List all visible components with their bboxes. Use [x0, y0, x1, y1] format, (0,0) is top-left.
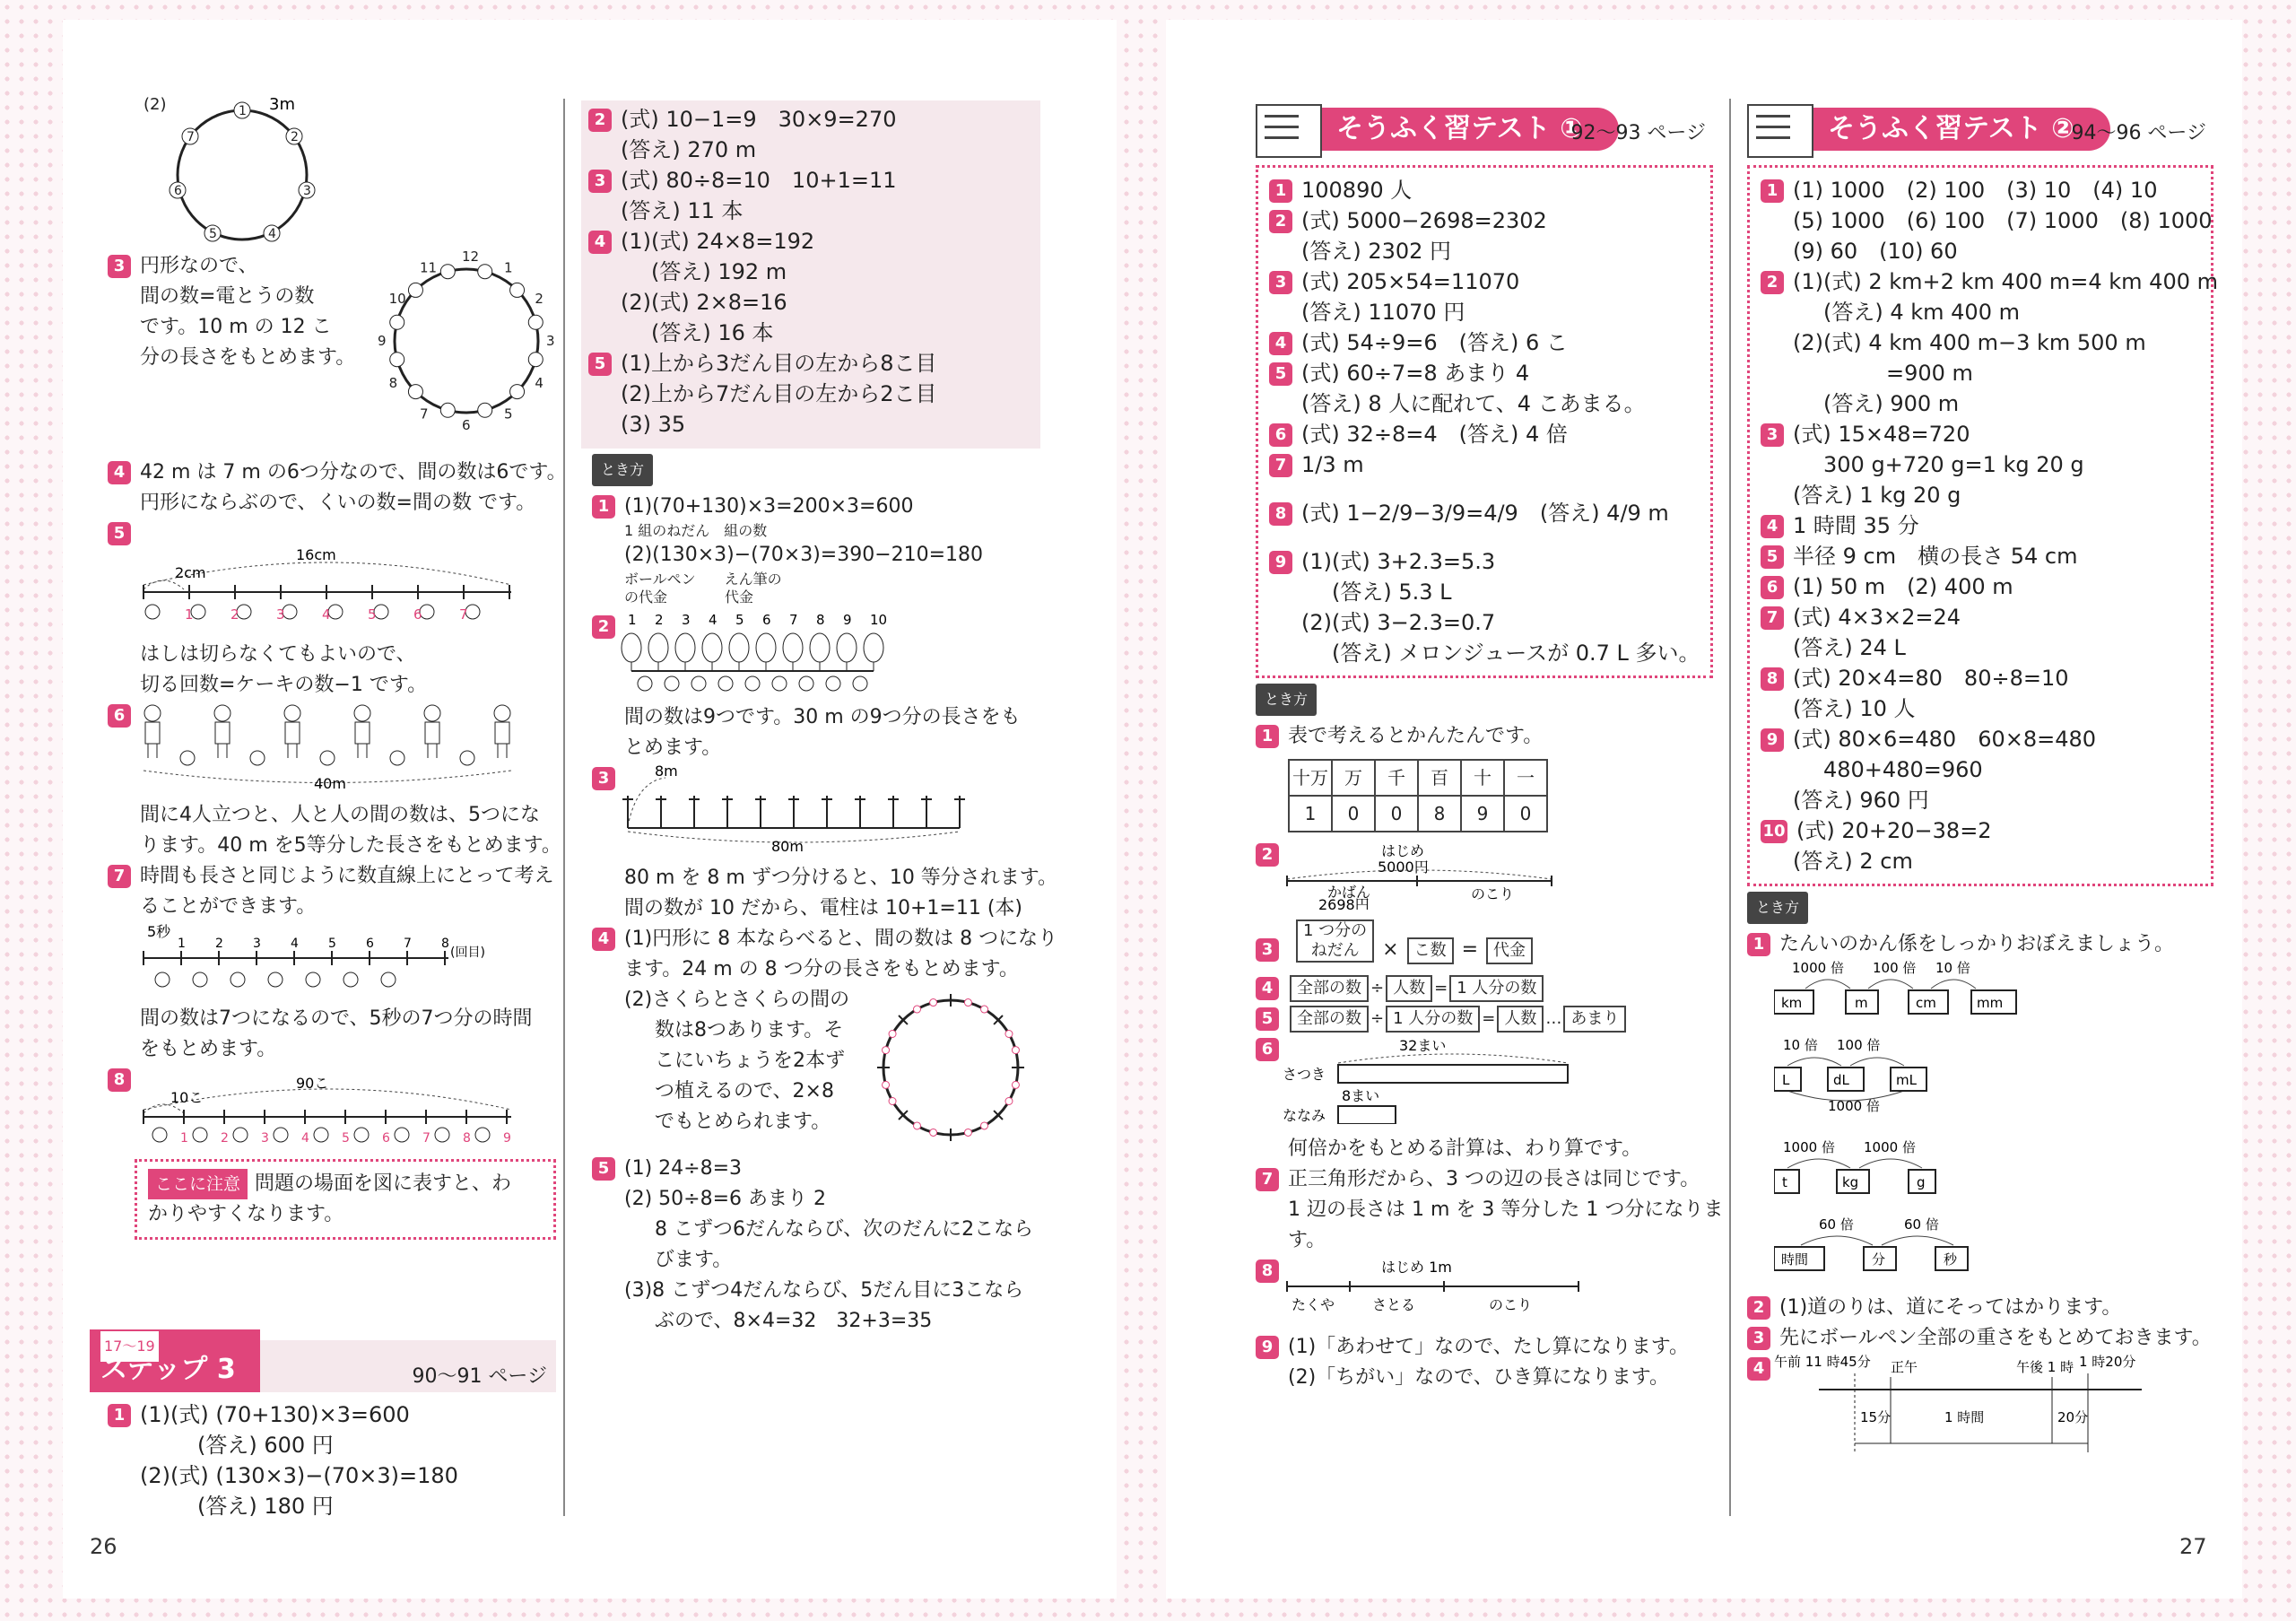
svg-text:8まい: 8まい [1342, 1087, 1380, 1104]
gap-marker [344, 972, 358, 987]
svg-text:60 倍: 60 倍 [1819, 1216, 1854, 1233]
q3-number: 3 [108, 255, 131, 278]
test1-header [1256, 100, 1713, 156]
q7-line: 間の数は7つになるので、5秒の7つ分の時間 [140, 1007, 533, 1030]
gap-marker [510, 385, 525, 399]
svg-text:kg: kg [1842, 1174, 1859, 1190]
tick-label: 1 [178, 937, 186, 951]
checklist-icon [1256, 104, 1322, 158]
caution-box [135, 1159, 556, 1240]
tree-number: 8 [816, 612, 825, 628]
gap-marker [354, 1128, 369, 1142]
ichou-mark [889, 1098, 896, 1105]
hint-line: (1)円形に 8 本ならべると、間の数は 8 つになり [624, 928, 1058, 950]
q3-line: 円形なので、 [140, 255, 258, 277]
place-value-table: 十万 万 千 百 十 一 1 0 0 8 9 0 [1288, 759, 1548, 832]
cut-number: 4 [322, 606, 331, 623]
svg-text:たくや: たくや [1292, 1296, 1335, 1313]
answer-line: (式) 10−1=9 30×9=270 [621, 107, 897, 132]
tick-label: 8 [441, 937, 449, 951]
gap-marker [180, 751, 195, 765]
gap-marker [193, 1128, 207, 1142]
svg-text:2698円: 2698円 [1318, 896, 1370, 910]
svg-text:10 倍: 10 倍 [1935, 960, 1970, 976]
q2-dist: 3m [269, 95, 295, 114]
cut-number: 1 [185, 606, 194, 623]
ichou-mark [981, 1006, 988, 1013]
svg-text:10 倍: 10 倍 [1783, 1037, 1818, 1053]
gap-marker [440, 265, 455, 279]
q7-number-line [135, 922, 529, 994]
test2-pages: 94〜96 ページ [2071, 122, 2206, 144]
svg-text:100 倍: 100 倍 [1873, 960, 1917, 976]
post-number: 3 [546, 333, 555, 349]
gap-marker [230, 972, 245, 987]
left-column-2: 2 (式) 10−1=9 30×9=270 (答え) 270 m 3 (式) 80÷8=10 10+1=11 (答え) 11 本 4 (1)(式) 24×8=192 (答え) 192 m (2)(式) 2×8=16 (答え) 16 本 5 (1)上から3だん目の左から8こ目 (2)上から7だん目の左から2こ目 (3) 35 とき方 1 (1)(70+130)×3=200×3=600 1 組のねだん 組の数 (2)(130×3)−(70×3)=390−210=180 ボールペン えん筆の の代金 代金 2 1 2 3 4 5 6 7 8 9 10 間の数は9つです。30 m の9つ分の長さをも とめます。 3 8m 80m 80 m を 8 m ずつ分けると、10 等分されます。 間の数が 10 だから、電柱は 10+1=11 (本) 4 (1)円形に 8 本ならべると、間の数は 8 つになり ます。24 m の 8 つ分の長さをもとめます。 (2)さくらとさくらの間の 数は8つあります。そ こにいちょうを2本ず つ植えるので、2×8 でもとめられます。 5 (1) 24÷8=3 (2) 50÷8=6 あまり 2 8 こずつ6だんならび、次のだんに2こなら びます。 (3)8 こずつ4だんならび、5だん目に3こなら ぶので、8×4=32 32+3=35 [592, 100, 1040, 1337]
svg-text:午前 11 時45分: 午前 11 時45分 [1774, 1354, 1871, 1370]
q4-number: 4 [108, 461, 131, 484]
unit-relations-figure [1774, 960, 2151, 1319]
page-number-right: 27 [2179, 1534, 2207, 1559]
tick-label: 2 [215, 937, 223, 951]
post-number: 2 [535, 291, 544, 307]
gap-marker [772, 676, 787, 691]
hint-annotation: の代金 代金 [624, 588, 754, 606]
caution-line: 問題の場面を図に表すと、わ [255, 1172, 512, 1195]
hint-line: つ植えるので、2×8 [655, 1080, 834, 1102]
gap-marker [381, 972, 396, 987]
fraction-answer: 1/3 m [1301, 452, 1364, 477]
gap-marker [268, 972, 283, 987]
post-number: 8 [388, 375, 398, 391]
tree-number: 10 [870, 612, 888, 628]
post-number: 10 [388, 291, 406, 307]
svg-text:20分: 20分 [2057, 1409, 2089, 1425]
hint-line: (3)8 こずつ4だんならび、5だん目に3こなら [624, 1279, 1024, 1302]
svg-text:15分: 15分 [1860, 1409, 1892, 1425]
hint-line: とめます。 [624, 736, 722, 759]
cut-number: 5 [368, 606, 377, 623]
test1-title: そうふく習テスト ① [1322, 108, 1619, 151]
svg-text:mL: mL [1896, 1072, 1917, 1088]
svg-text:午後 1 時: 午後 1 時 [2016, 1359, 2074, 1375]
gap-marker [478, 403, 492, 417]
tick-label: 3 [253, 937, 261, 951]
gap-marker [233, 1128, 248, 1142]
tree-number: 5 [735, 612, 744, 628]
test2-answers: 1 (1) 1000 (2) 100 (3) 10 (4) 10 (5) 1000 (6) 100 (7) 1000 (8) 1000 (9) 60 (10) 60 2 (1)(式) 2 km+2 km 400 m=4 km 400 m (答え) 4 km 400 m (2)(式) 4 km 400 m−3 km 500 m =900 m (答え) 900 m 3 (式) 15×48=720 300 g+720 g=1 kg 20 g (答え) 1 kg 20 g 4 1 時間 35 分 5 半径 9 cm 横の長さ 54 cm 6 (1) 50 m (2) 400 m 7 (式) 4×3×2=24 (答え) 24 L 8 (式) 20×4=80 80÷8=10 (答え) 10 人 9 (式) 80×6=480 60×8=480 480+480=960 (答え) 960 円 10 (式) 20+20−38=2 (答え) 2 cm [1747, 165, 2213, 886]
svg-text:1 時20分: 1 時20分 [2079, 1354, 2136, 1370]
cut-number: 4 [301, 1131, 309, 1146]
checklist-icon [1747, 104, 1813, 158]
gap-marker [274, 1128, 288, 1142]
test1-pages: 92〜93 ページ [1570, 122, 1706, 144]
hint-line: びます。 [655, 1249, 733, 1271]
tick-label: 4 [291, 937, 299, 951]
gap-marker [638, 676, 652, 691]
hint-line: ます。24 m の 8 つ分の長さをもとめます。 [624, 958, 1019, 980]
q4-line: 42 m は 7 m の6つ分なので、間の数は6です。 [140, 461, 567, 484]
q3-line: 分の長さをもとめます。 [140, 346, 356, 369]
svg-text:5: 5 [209, 227, 217, 241]
svg-text:40m: 40m [314, 775, 346, 790]
q5-line: 切る回数=ケーキの数−1 です。 [140, 674, 428, 696]
svg-text:秒: 秒 [1944, 1251, 1958, 1268]
gap-marker [460, 751, 474, 765]
hint-annotation: 1 組のねだん 組の数 [624, 522, 768, 539]
ichou-mark [889, 1031, 896, 1038]
hint-line: 8 こずつ6だんならび、次のだんに2こなら [655, 1218, 1034, 1241]
gap-marker [320, 751, 335, 765]
svg-text:6: 6 [174, 184, 182, 198]
step-q1-number: 1 [108, 1404, 131, 1427]
step-line: (1)(式) (70+130)×3=600 [140, 1402, 410, 1427]
hint-line: ぶので、8×4=32 32+3=35 [655, 1310, 933, 1332]
gap-marker [390, 315, 404, 329]
gap-marker [390, 353, 404, 367]
svg-text:さとる: さとる [1372, 1296, 1416, 1313]
svg-text:km: km [1781, 995, 1803, 1011]
ichou-mark [914, 1006, 921, 1013]
cut-number: 8 [463, 1131, 471, 1146]
svg-text:dL: dL [1833, 1072, 1849, 1088]
gap-marker [408, 283, 422, 297]
test2-title: そうふく習テスト ② [1813, 108, 2110, 151]
gap-marker [475, 1128, 490, 1142]
post-number: 4 [535, 375, 544, 391]
q2-label: (2) [144, 95, 167, 114]
svg-text:80m: 80m [771, 838, 804, 853]
svg-text:ななみ: ななみ [1283, 1107, 1326, 1124]
q5-number-line [135, 549, 529, 630]
q3-block [108, 248, 556, 458]
fraction-answer: (式) 1−2/9−3/9=4/9 (答え) 4/9 m [1301, 501, 1669, 526]
post-number: 7 [420, 405, 429, 423]
ichou-mark [930, 1129, 937, 1136]
svg-text:1000 倍: 1000 倍 [1864, 1139, 1916, 1155]
hint-line: 間の数が 10 だから、電柱は 10+1=11 (本) [624, 897, 1022, 919]
cut-number: 6 [382, 1131, 390, 1146]
hint-line: 間の数は9つです。30 m の9つ分の長さをも [624, 706, 1021, 728]
hint-label: とき方 [592, 454, 653, 486]
svg-text:さつき: さつき [1283, 1066, 1326, 1083]
svg-text:t: t [1782, 1174, 1787, 1190]
tree-number: 6 [762, 612, 771, 628]
tree-number: 4 [709, 612, 718, 628]
tree-number: 9 [843, 612, 852, 628]
left-column-1 [100, 90, 567, 1521]
step-line: (2)(式) (130×3)−(70×3)=180 [140, 1463, 458, 1488]
answer-line: (2)上から7だん目の左から2こ目 [621, 381, 937, 406]
answer-line: (2)(式) 2×8=16 [621, 290, 787, 315]
svg-text:m: m [1855, 995, 1868, 1011]
gap-marker [390, 751, 404, 765]
hint-line: 80 m を 8 m ずつ分けると、10 等分されます。 [624, 867, 1058, 889]
answer-line: (式) 80÷8=10 10+1=11 [621, 168, 897, 193]
svg-text:のこり: のこり [1489, 1296, 1533, 1313]
cut-number: 7 [422, 1131, 430, 1146]
svg-text:90こ: 90こ [296, 1077, 329, 1092]
svg-text:はじめ: はじめ [1381, 843, 1425, 859]
answer-line: (1)(式) 24×8=192 [621, 229, 815, 254]
step-line: (答え) 600 円 [197, 1433, 334, 1458]
svg-text:1 時間: 1 時間 [1944, 1409, 1985, 1425]
gap-marker [193, 972, 207, 987]
answer-line: (答え) 11 本 [621, 198, 744, 223]
gap-marker [853, 676, 867, 691]
tree-number: 2 [655, 612, 664, 628]
svg-text:分: 分 [1872, 1251, 1886, 1268]
svg-text:1000 倍: 1000 倍 [1783, 1139, 1835, 1155]
q5-line: はしは切らなくてもよいので、 [140, 643, 416, 666]
gap-marker [826, 676, 840, 691]
gap-marker [314, 1128, 328, 1142]
svg-text:2: 2 [291, 130, 299, 144]
q7-line: をもとめます。 [140, 1038, 277, 1060]
answer-line: (3) 35 [621, 412, 686, 437]
tree-number: 3 [682, 612, 691, 628]
svg-text:10こ: 10こ [170, 1089, 204, 1106]
gap-marker [718, 676, 733, 691]
step-header [90, 1329, 556, 1392]
q2-figure [108, 90, 556, 251]
q4-line: 円形にならぶので、くいの数=間の数 です。 [140, 492, 536, 514]
ichou-mark [914, 1122, 921, 1129]
svg-text:cm: cm [1916, 995, 1936, 1011]
q3-line: 間の数=電とうの数 [140, 285, 315, 308]
svg-text:4: 4 [268, 227, 276, 241]
svg-text:5秒: 5秒 [147, 923, 171, 940]
piece-marker [145, 605, 160, 619]
cut-number: 3 [276, 606, 285, 623]
post-number: 9 [378, 333, 387, 349]
hint-4-block: 4 (1)円形に 8 本ならべると、間の数は 8 つになり ます。24 m の 8 つ分の長さをもとめます。 (2)さくらとさくらの間の 数は8つあります。そ こにいちょうを2本ず つ植えるので、2×8 でもとめられます。 [592, 924, 1040, 1137]
cut-number: 6 [413, 606, 422, 623]
hint-line: (2) 50÷8=6 あまり 2 [624, 1188, 826, 1210]
answer-line: (答え) 270 m [621, 137, 757, 162]
test1-answers: 1 100890 人 2 (式) 5000−2698=2302 (答え) 2302 円 3 (式) 205×54=11070 (答え) 11070 円 4 (式) 54÷9=6 (答え) 6 こ 5 (式) 60÷7=8 あまり 4 (答え) 8 人に配れて、4 こあまる。 6 (式) 32÷8=4 (答え) 4 倍 7 1/3 m 8 (式) 1−2/9−3/9=4/9 (答え) 4/9 m 9 (1)(式) 3+2.3=5.3 (答え) 5.3 L (2)(式) 3−2.3=0.7 (答え) メロンジュースが 0.7 L 多い。 [1256, 165, 1713, 678]
svg-text:時間: 時間 [1781, 1251, 1809, 1268]
svg-text:7: 7 [187, 130, 195, 144]
hint-line: (1)(70+130)×3=200×3=600 [624, 495, 914, 518]
answer-panel: 2 (式) 10−1=9 30×9=270 (答え) 270 m 3 (式) 80÷8=10 10+1=11 (答え) 11 本 4 (1)(式) 24×8=192 (答え) 192 m (2)(式) 2×8=16 (答え) 16 本 5 (1)上から3だん目の左から8こ目 (2)上から7だん目の左から2こ目 (3) 35 [581, 100, 1040, 449]
circle-diagram-7 [152, 90, 350, 251]
gap-marker [528, 353, 543, 367]
tick-label: 7 [404, 937, 412, 951]
q5-number: 5 [108, 522, 131, 545]
svg-text:60 倍: 60 倍 [1904, 1216, 1939, 1233]
circle-diagram-12 [368, 242, 565, 440]
ichou-mark [883, 1081, 890, 1088]
gap-marker [691, 676, 706, 691]
post-number: 12 [462, 248, 480, 265]
hint-line: (2)さくらとさくらの間の [624, 989, 850, 1011]
ichou-mark [964, 1129, 971, 1136]
right-column-2: そうふく習テスト ② 94〜96 ページ 1 (1) 1000 (2) 100 (3) 10 (4) 10 (5) 1000 (6) 100 (7) 1000 (8) 1000 (9) 60 (10) 60 2 (1)(式) 2 km+2 km 400 m=4 km 400 m (答え) 4 km 400 m (2)(式) 4 km 400 m−3 km 500 m =900 m (答え) 900 m 3 (式) 15×48=720 300 g+720 g=1 kg 20 g (答え) 1 kg 20 g 4 1 時間 35 分 5 半径 9 cm 横の長さ 54 cm 6 (1) 50 m (2) 400 m 7 (式) 4×3×2=24 (答え) 24 L 8 (式) 20×4=80 80÷8=10 (答え) 10 人 9 (式) 80×6=480 60×8=480 480+480=960 (答え) 960 円 10 (式) 20+20−38=2 (答え) 2 cm とき方 1 たんいのかん係をしっかりおぼえましょう。 1000 倍 100 倍 10 倍 km m cm mm 10 倍 100 倍 1000 倍 L dL mL 1000 倍 1000 倍 t kg g 60 倍 60 倍 時間 分 秒 2 (1)道のりは、道にそってはかります。 3 先にボールペン全部の重さをもとめておきます。 4 午前 11 時45分 正午 午後 1 時 1 時20分 15分 1 時間 20分 [1747, 100, 2213, 1462]
svg-text:g: g [1917, 1174, 1926, 1190]
svg-text:100 倍: 100 倍 [1837, 1037, 1881, 1053]
gap-marker [440, 403, 455, 417]
q3-line: です。10 m の 12 こ [140, 316, 332, 338]
gap-marker [528, 315, 543, 329]
ichou-mark [1012, 1047, 1019, 1054]
right-column-1: そうふく習テスト ① 92〜93 ページ 1 100890 人 2 (式) 5000−2698=2302 (答え) 2302 円 3 (式) 205×54=11070 (答え) 11070 円 4 (式) 54÷9=6 (答え) 6 こ 5 (式) 60÷7=8 あまり 4 (答え) 8 人に配れて、4 こあまる。 6 (式) 32÷8=4 (答え) 4 倍 7 1/3 m 8 (式) 1−2/9−3/9=4/9 (答え) 4/9 m 9 (1)(式) 3+2.3=5.3 (答え) 5.3 L (2)(式) 3−2.3=0.7 (答え) メロンジュースが 0.7 L 多い。 とき方 1 表で考えるとかんたんです。 十万 万 千 百 十 一 1 0 0 8 9 0 2 はじめ 5000円 かばん 2698円 のこり 3 1 つ分の ねだん × こ数 = 代金 4 全部の数 ÷ 人数 = 1 人分の数 5 全部の数 ÷ 1 人分の数 = 人数 … あまり 6 32まい さつき 8まい ななみ 何倍かをもとめる計算は、わり算です。 7 正三角形だから、3 つの辺の長さは同じです。 1 辺の長さは 1 m を 3 等分した 1 つ分になりま す。 8 はじめ 1m たくや さとる のこり 9 (1)「あわせて」なので、たし算になります。 (2)「ちがい」なので、ひき算になります。 [1256, 100, 1713, 1393]
svg-text:1000 倍: 1000 倍 [1792, 960, 1844, 976]
hint-line: 数は8つあります。そ [655, 1019, 844, 1041]
svg-text:のこり: のこり [1471, 885, 1515, 902]
step-range: 17〜19 [100, 1331, 159, 1362]
svg-text:正午: 正午 [1891, 1359, 1918, 1375]
svg-text:2cm: 2cm [175, 564, 206, 581]
cut-number: 5 [342, 1131, 350, 1146]
post-number: 5 [504, 405, 513, 423]
ichou-mark [930, 999, 937, 1007]
ichou-mark [1005, 1031, 1013, 1038]
q8-number: 8 [108, 1068, 131, 1092]
gap-marker [408, 385, 422, 399]
hint-line: (2)(130×3)−(70×3)=390−210=180 [624, 544, 984, 566]
gap-marker [478, 265, 492, 279]
svg-text:16cm: 16cm [296, 549, 336, 563]
q7-line: ることができます。 [140, 895, 317, 918]
hint-label: とき方 [1747, 892, 1808, 924]
svg-text:はじめ 1m: はじめ 1m [1381, 1259, 1452, 1276]
gap-marker [665, 676, 679, 691]
gap-marker [799, 676, 813, 691]
ichou-mark [883, 1047, 890, 1054]
hint-line: (1) 24÷8=3 [624, 1157, 743, 1180]
post-number: 1 [504, 259, 513, 276]
svg-text:(回目): (回目) [450, 946, 485, 960]
circle-trees-figure [870, 987, 1031, 1148]
tick-label: 6 [366, 937, 374, 951]
cut-number: 3 [261, 1131, 269, 1146]
q6-line: 間に4人立つと、人と人の間の数は、5つにな [140, 804, 540, 826]
answer-line: (答え) 16 本 [651, 320, 774, 345]
test2-header [1747, 100, 2213, 156]
cut-number: 7 [459, 606, 468, 623]
ichou-mark [1005, 1098, 1013, 1105]
svg-text:1000 倍: 1000 倍 [1828, 1098, 1880, 1114]
answer-line: (1)上から3だん目の左から8こ目 [621, 351, 937, 376]
step-line: (答え) 180 円 [197, 1494, 334, 1519]
svg-text:32まい: 32まい [1399, 1038, 1447, 1054]
hint-line: でもとめられます。 [655, 1111, 831, 1133]
caution-line: かりやすくなります。 [148, 1203, 344, 1225]
gap-marker [152, 1128, 167, 1142]
svg-text:5000円: 5000円 [1378, 858, 1429, 876]
tick-label: 5 [328, 937, 336, 951]
step-pages: 90〜91 ページ [412, 1365, 547, 1388]
post-number: 11 [420, 259, 438, 276]
svg-text:L: L [1782, 1072, 1790, 1088]
svg-text:3: 3 [303, 184, 311, 198]
gap-marker [155, 972, 170, 987]
svg-text:8m: 8m [655, 763, 678, 780]
hint-line: こにいちょうを2本ず [655, 1050, 845, 1072]
gap-marker [250, 751, 265, 765]
cut-number: 2 [221, 1131, 229, 1146]
answer-line: (答え) 192 m [651, 259, 787, 284]
q6-number: 6 [108, 704, 131, 728]
gap-marker [435, 1128, 449, 1142]
post-number: 6 [462, 417, 471, 433]
tree-number: 7 [789, 612, 798, 628]
ichou-mark [981, 1122, 988, 1129]
svg-text:mm: mm [1977, 995, 2004, 1011]
caution-label: ここに注意 [148, 1169, 248, 1199]
gap-marker [395, 1128, 409, 1142]
step-title: ステップ 3 [100, 1354, 236, 1385]
tree-number: 1 [628, 612, 637, 628]
gap-marker [306, 972, 320, 987]
cut-number: 2 [230, 606, 239, 623]
cut-number: 9 [503, 1131, 511, 1146]
svg-text:1: 1 [239, 104, 247, 118]
gap-marker [745, 676, 760, 691]
cut-number: 1 [180, 1131, 188, 1146]
page-number-left: 26 [90, 1534, 117, 1559]
column-divider [1729, 99, 1731, 1516]
svg-text:かばん: かばん [1327, 884, 1371, 901]
ichou-mark [964, 999, 971, 1007]
q6-line: ります。40 m を5等分した長さをもとめます。 [140, 834, 561, 857]
q7-line: 時間も長さと同じように数直線上にとって考え [140, 865, 554, 887]
gap-marker [510, 283, 525, 297]
hint-annotation: ボールペン えん筆の [624, 571, 782, 588]
ichou-mark [1012, 1081, 1019, 1088]
q7-number: 7 [108, 865, 131, 888]
hint-label: とき方 [1256, 684, 1317, 716]
